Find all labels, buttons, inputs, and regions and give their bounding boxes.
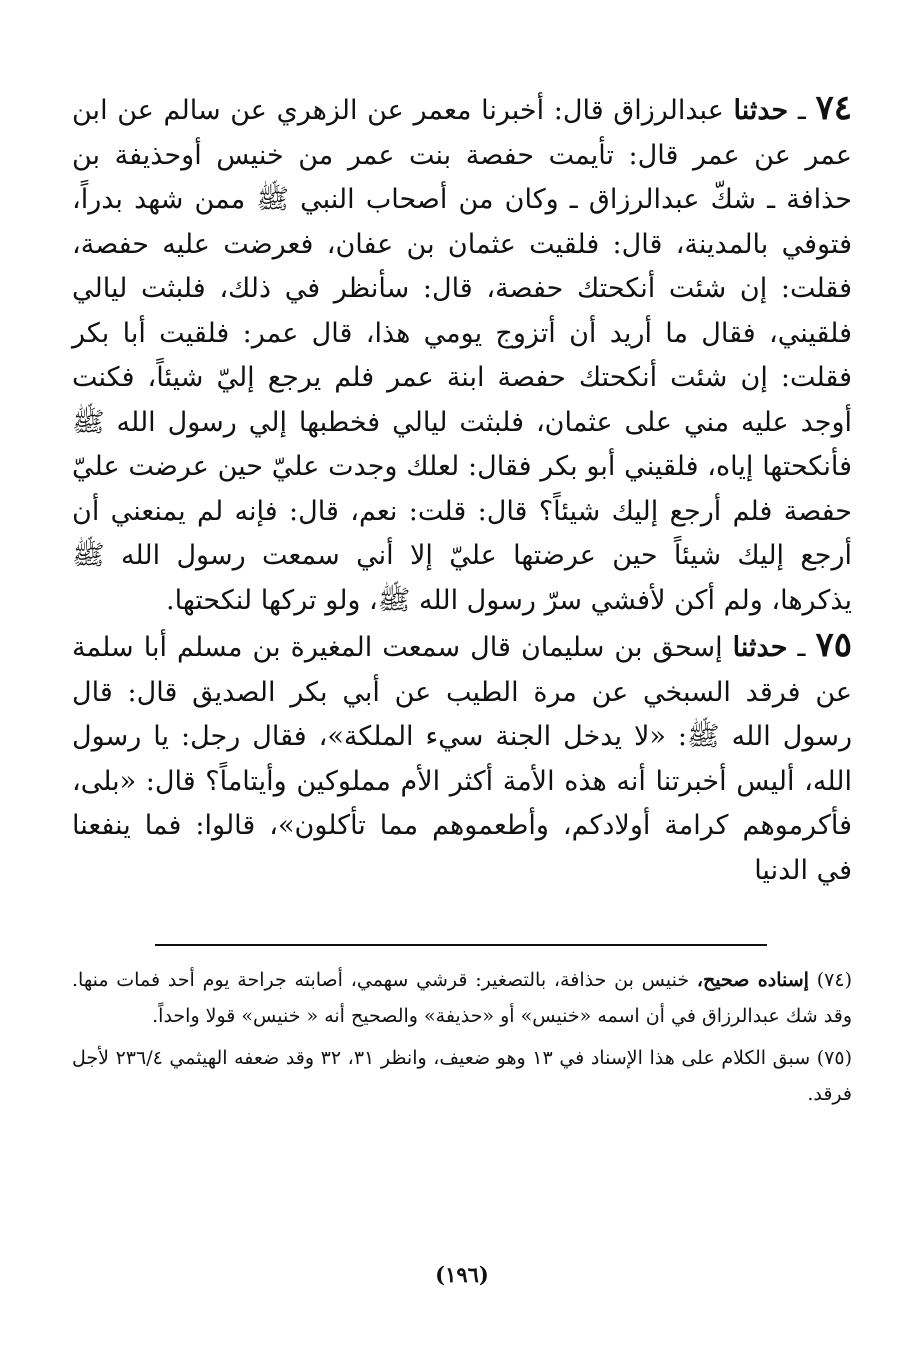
main-text [72, 86, 852, 893]
page-number: (١٩٦) [435, 1262, 489, 1287]
hadith-75 [72, 623, 852, 893]
hadith-lead-word: حدثنا [733, 95, 789, 126]
footnote-grade: إسناده صحيح، [696, 969, 809, 991]
footnotes [72, 962, 852, 1118]
hadith-body: إسحق بن سليمان قال سمعت المغيرة بن مسلم أبا سلمة عن فرقد السبخي عن مرة الطيب عن أبي بكر الصديق قال: قال رسول الله ﷺ: «لا يدخل الجنة سيء الملكة»، فقال رجل: يا رسول الله، أليس أخبرتنا أنه هذه الأمة أكثر الأم مملوكين وأيتاماً؟ قال: «بلى، فأكرموهم كرامة أولادكم، وأطعموهم مما تأكلون»، قالوا: فما ينفعنا في الدنيا [72, 632, 852, 886]
footnote-text: سبق الكلام على هذا الإسناد في ١٣ وهو ضعيف، وانظر ٣١، ٣٢ وقد ضعفه الهيثمي ٢٣٦/٤ لأجل فرقد. [72, 1047, 852, 1105]
hadith-dash: ـ [788, 95, 816, 126]
footnote-number: (٧٥) [816, 1047, 853, 1069]
footnote-74 [72, 962, 852, 1034]
hadith-number: ٧٥ [815, 625, 852, 665]
footnote-number: (٧٤) [816, 969, 853, 991]
footnote-text: خنيس بن حذافة، بالتصغير: قرشي سهمي، أصابته جراحة يوم أحد فمات منها. وقد شك عبدالرزاق في أن اسمه «خنيس» أو «حذيفة» والصحيح أنه « خنيس» قولا واحداً. [72, 969, 852, 1027]
hadith-74 [72, 86, 852, 623]
hadith-number: ٧٤ [815, 88, 852, 128]
hadith-body: عبدالرزاق قال: أخبرنا معمر عن الزهري عن سالم عن ابن عمر عن عمر قال: تأيمت حفصة بنت عمر من خنيس أوحذيفة بن حذافة ـ شكّ عبدالرزاق ـ وكان من أصحاب النبي ﷺ ممن شهد بدراً، فتوفي بالمدينة، قال: فلقيت عثمان بن عفان، فعرضت عليه حفصة، فقلت: إن شئت أنكحتك حفصة، قال: سأنظر في ذلك، فلبثت ليالي فلقيني، فقال ما أريد أن أتزوج يومي هذا، قال عمر: فلقيت أبا بكر فقلت: إن شئت أنكحتك حفصة ابنة عمر فلم يرجع إليّ شيئاً، فكنت أوجد عليه مني على عثمان، فلبثت ليالي فخطبها إلي رسول الله ﷺ فأنكحتها إياه، فلقيني أبو بكر فقال: لعلك وجدت عليّ حين عرضت عليّ حفصة فلم أرجع إليك شيئاً؟ قال: قلت: نعم، قال: فإنه لم يمنعني أن أرجع إليك شيئاً حين عرضتها عليّ إلا أني سمعت رسول الله ﷺ يذكرها، ولم أكن لأفشي سرّ رسول الله ﷺ، ولو تركها لنكحتها. [72, 95, 852, 616]
footnote-75 [72, 1040, 852, 1112]
hadith-lead-word: حدثنا [732, 632, 788, 663]
footnote-divider [155, 944, 767, 946]
hadith-dash: ـ [787, 632, 816, 663]
